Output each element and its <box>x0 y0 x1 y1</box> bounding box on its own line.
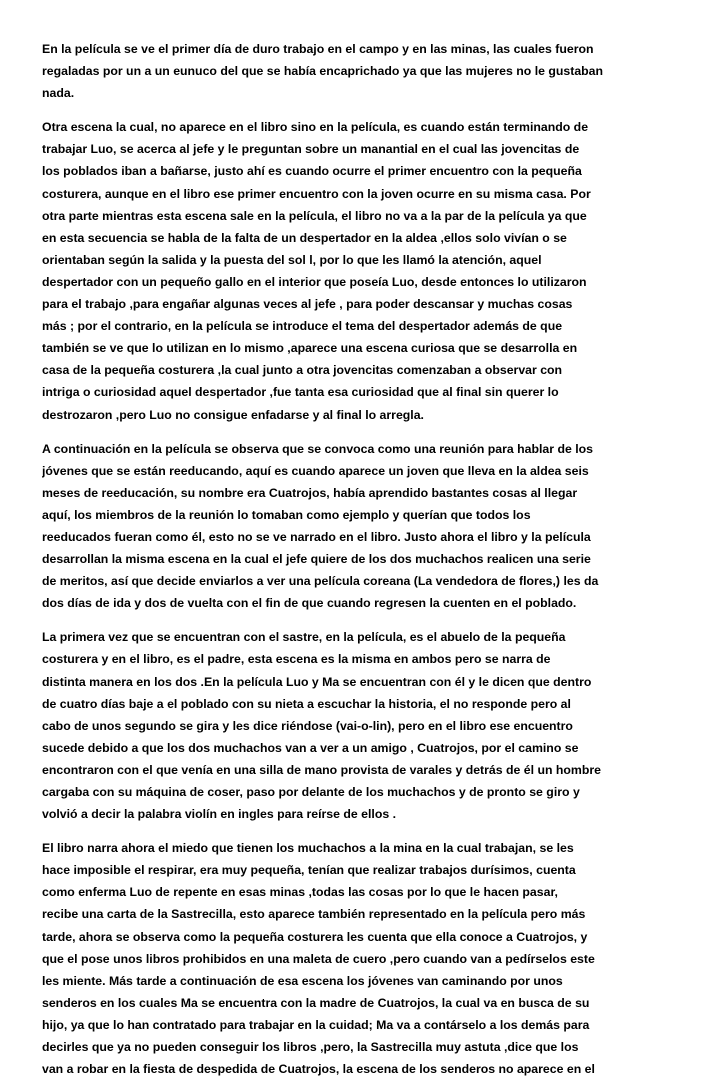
text-line: decirles que ya no pueden conseguir los libros ,pero, la Sastrecilla muy astuta ,dice que los <box>42 1040 579 1055</box>
text-line: sucede debido a que los dos muchachos van a ver a un amigo , Cuatrojos, por el camino se <box>42 740 579 755</box>
text-line: aquí, los miembros de la reunión lo tomaban como ejemplo y querían que todos los <box>42 507 531 522</box>
text-line: tarde, ahora se observa como la pequeña costurera les cuenta que ella conoce a Cuatrojos, y <box>42 929 588 944</box>
text-line: cargaba con su máquina de coser, paso por delante de los muchachos y de pronto se giro y <box>42 785 580 799</box>
text-line: intriga o curiosidad aquel despertador ,fue tanta esa curiosidad que al final sin querer lo <box>42 385 559 400</box>
text-line: nada. <box>42 86 75 101</box>
text-line: también se ve que lo utilizan en lo mismo ,aparece una escena curiosa que se desarrolla en <box>42 341 578 356</box>
text-line: que el pose unos libros prohibidos en una maleta de cuero ,pero cuando van a pedírselos este <box>42 951 595 966</box>
text-line: A continuación en la película se observa que se convoca como una reunión para hablar de los <box>42 441 594 456</box>
text-line: La primera vez que se encuentran con el sastre, en la película, es el abuelo de la pequeña <box>42 630 566 645</box>
text-line: de cuatro días baje a el poblado con su nieta a escuchar la historia, el no responde pero al <box>42 696 571 711</box>
text-line: Otra escena la cual, no aparece en el libro sino en la película, es cuando están terminando de <box>42 120 589 135</box>
text-line: El libro narra ahora el miedo que tienen los muchachos a la mina en la cual trabajan, se les <box>42 841 574 856</box>
text-line: costurera, aunque en el libro ese primer encuentro con la joven ocurre en su misma casa. Por <box>42 186 591 201</box>
text-line: volvió a decir la palabra violín en ingles para reírse de ellos . <box>42 807 397 822</box>
paragraph <box>42 626 694 825</box>
text-line: En la película se ve el primer día de duro trabajo en el campo y en las minas, las cuales fueron <box>42 42 594 56</box>
text-line: jóvenes que se están reeducando, aquí es cuando aparece un joven que lleva en la aldea seis <box>42 463 589 478</box>
text-line: desarrollan la misma escena en la cual el jefe quiere de los dos muchachos realicen una serie <box>42 552 591 567</box>
text-line: encontraron con el que venía en una silla de mano provista de varales y detrás de él un hombre <box>42 762 601 777</box>
text-line: despertador con un pequeño gallo en el interior que poseía Luo, desde entonces lo utilizaron <box>42 274 587 289</box>
text-line: recibe una carta de la Sastrecilla, esto aparece también representado en la película pero más <box>42 907 586 922</box>
paragraph <box>42 38 694 104</box>
text-line: destrozaron ,pero Luo no consigue enfadarse y al final lo arregla. <box>42 407 424 422</box>
text-line: les miente. Más tarde a continuación de esa escena los jóvenes van caminando por unos <box>42 973 563 988</box>
paragraph <box>42 438 694 615</box>
text-line: los poblados iban a bañarse, justo ahí es cuando ocurre el primer encuentro con la pequeña <box>42 164 582 179</box>
text-line: senderos en los cuales Ma se encuentra con la madre de Cuatrojos, la cual va en busca de su <box>42 995 590 1010</box>
text-line: en esta secuencia se habla de la falta de un despertador en la aldea ,ellos solo vivían o se <box>42 230 567 245</box>
text-line: van a robar en la fiesta de despedida de Cuatrojos, la escena de los senderos no aparece en el <box>42 1062 595 1077</box>
text-line: costurera y en el libro, es el padre, esta escena es la misma en ambos pero se narra de <box>42 652 551 667</box>
text-line: más ; por el contrario, en la película se introduce el tema del despertador además de que <box>42 319 563 334</box>
paragraph <box>42 116 694 425</box>
text-line: regaladas por un a un eunuco del que se había encaprichado ya que las mujeres no le gustaban <box>42 64 604 79</box>
text-line: hijo, ya que lo han contratado para trabajar en la cuidad; Ma va a contárselo a los demás para <box>42 1017 590 1032</box>
document-page <box>42 38 694 1092</box>
paragraph <box>42 837 694 1080</box>
text-line: otra parte mientras esta escena sale en la película, el libro no va a la par de la película ya que <box>42 208 587 223</box>
text-line: hace imposible el respirar, era muy pequeña, tenían que realizar trabajos durísimos, cuenta <box>42 863 576 878</box>
text-line: reeducados fueran como él, esto no se ve narrado en el libro. Justo ahora el libro y la película <box>42 529 591 544</box>
text-line: de meritos, así que decide enviarlos a ver una película coreana (La vendedora de flores,) les da <box>42 574 599 589</box>
text-line: dos días de ida y dos de vuelta con el fin de que cuando regresen la cuenten en el poblado. <box>42 596 577 611</box>
text-line: distinta manera en los dos .En la película Luo y Ma se encuentran con él y le dicen que dentro <box>42 674 592 689</box>
text-line: casa de la pequeña costurera ,la cual junto a otra jovencitas comenzaban a observar con <box>42 363 563 378</box>
text-line: trabajar Luo, se acerca al jefe y le preguntan sobre un manantial en el cual las jovencitas de <box>42 142 580 157</box>
text-line: meses de reeducación, su nombre era Cuatrojos, había aprendido bastantes cosas al llegar <box>42 485 578 500</box>
text-line: como enferma Luo de repente en esas minas ,todas las cosas por lo que le hacen pasar, <box>42 885 558 900</box>
text-line: cabo de unos segundo se gira y les dice riéndose (vai-o-lin), pero en el libro ese encuentro <box>42 718 573 733</box>
text-line: orientaban según la salida y la puesta del sol l, por lo que les llamó la atención, aquel <box>42 252 542 267</box>
text-line: para el trabajo ,para engañar algunas veces al jefe , para poder descansar y muchas cosas <box>42 297 573 312</box>
